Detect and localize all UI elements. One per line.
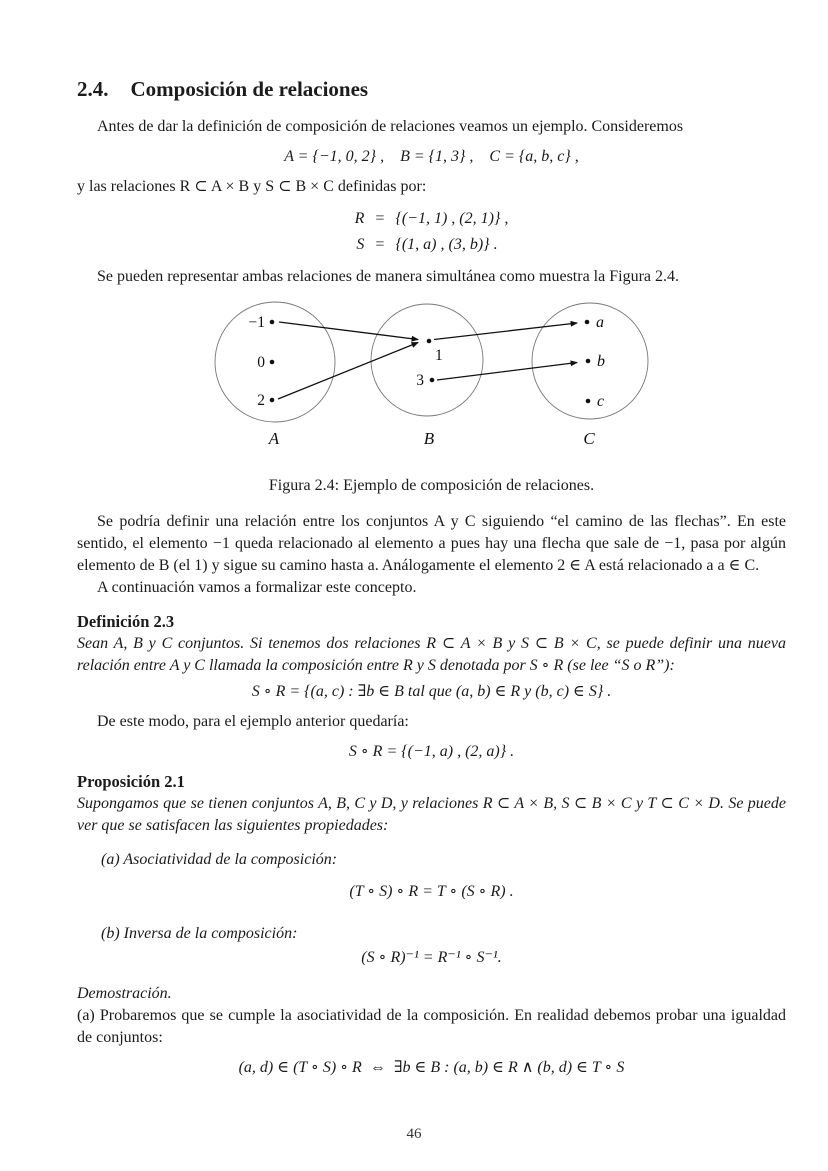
relation-diagram xyxy=(77,294,786,454)
equation-composition-def: S ∘ R = {(a, c) : ∃b ∈ B tal que (a, b) ∈ R y (b, c) ∈ S} . xyxy=(251,683,612,700)
dot-minus1 xyxy=(270,320,275,325)
paragraph-relations-def: y las relaciones R ⊂ A × B y S ⊂ B × C definidas por: xyxy=(77,178,427,195)
element-label-b: b xyxy=(597,353,605,370)
arrow-1-to-a xyxy=(434,323,577,340)
proof-body: (a) Probaremos que se cumple la asociatividad de la composición. En realidad debemos probar una igualdad de conjuntos: xyxy=(77,1007,786,1046)
equation-rhs: {(−1, 1) , (2, 1)} , xyxy=(395,210,509,227)
set-a-circle xyxy=(215,302,335,422)
equation-associativity: (T ∘ S) ∘ R = T ∘ (S ∘ R) . xyxy=(349,883,514,900)
equation-rel: = xyxy=(375,236,385,253)
proposition-body: Supongamos que se tienen conjuntos A, B, C y D, y relaciones R ⊂ A × B, S ⊂ B × C y T ⊂ C × D. Se puede ver que se satisfacen las siguientes propiedades: xyxy=(77,795,786,834)
element-label-c: c xyxy=(597,393,605,410)
proposition-item-a: (a) Asociatividad de la composición: xyxy=(101,851,338,868)
equation-inverse: (S ∘ R)⁻¹ = R⁻¹ ∘ S⁻¹. xyxy=(361,949,502,966)
element-label-3: 3 xyxy=(416,372,424,389)
equation-lhs: R xyxy=(354,210,365,227)
equation-array-relations xyxy=(355,206,509,258)
proof-heading: Demostración. xyxy=(77,985,172,1002)
set-c-label: C xyxy=(583,429,595,448)
figure-caption: Figura 2.4: Ejemplo de composición de relaciones. xyxy=(268,477,595,494)
paragraph-intro: Antes de dar la definición de composición de relaciones veamos un ejemplo. Consideremos xyxy=(97,118,684,135)
paragraph-figure-intro: Se pueden representar ambas relaciones de manera simultánea como muestra la Figura 2.4. xyxy=(97,268,679,285)
arrow-3-to-b xyxy=(437,363,577,381)
equation-rel: = xyxy=(375,210,385,227)
element-label-0: 0 xyxy=(257,354,265,371)
element-label-a: a xyxy=(596,314,604,331)
equation-proof-equivalence: (a, d) ∈ (T ∘ S) ∘ R ⇔ ∃b ∈ B : (a, b) ∈ R ∧ (b, d) ∈ T ∘ S xyxy=(238,1059,625,1076)
dot-1 xyxy=(427,339,432,344)
equation-lhs: S xyxy=(356,236,365,253)
arrow-minus1-to-1 xyxy=(279,322,418,340)
set-b-label: B xyxy=(423,429,435,448)
page-number: 46 xyxy=(406,1126,422,1142)
paragraph-example-result: De este modo, para el ejemplo anterior quedaría: xyxy=(97,713,409,730)
dot-c xyxy=(586,399,591,404)
proposition-heading: Proposición 2.1 xyxy=(77,772,185,791)
dot-2 xyxy=(270,398,275,403)
equation-sets: A = {−1, 0, 2} , B = {1, 3} , C = {a, b, c} , xyxy=(284,148,579,165)
dot-b xyxy=(586,359,591,364)
paragraph-path-explanation: Se podría definir una relación entre los conjuntos A y C siguiendo “el camino de las flechas”. En este sentido, el elemento −1 queda relacionado al elemento a pues hay una flecha que sale de −1, pasa por algún elemento de B (el 1) y sigue su camino hasta a. Análogamente el elemento 2 ∈ A está relacionado a a ∈ C. xyxy=(77,513,786,574)
element-label-1: 1 xyxy=(435,347,443,364)
equation-row-S xyxy=(355,232,509,258)
arrow-2-to-1 xyxy=(278,343,418,400)
equation-rhs: {(1, a) , (3, b)} . xyxy=(395,236,498,253)
element-label-minus1: −1 xyxy=(248,314,265,331)
element-label-2: 2 xyxy=(257,392,265,409)
section-title: Composición de relaciones xyxy=(130,77,369,101)
dot-3 xyxy=(430,378,435,383)
section-heading xyxy=(77,76,786,102)
paragraph-formalize: A continuación vamos a formalizar este concepto. xyxy=(97,579,417,596)
equation-composition-example: S ∘ R = {(−1, a) , (2, a)} . xyxy=(348,743,515,760)
definition-body: Sean A, B y C conjuntos. Si tenemos dos relaciones R ⊂ A × B y S ⊂ B × C, se puede definir una nueva relación entre A y C llamada la composición entre R y S denotada por S ∘ R (se lee “S o R”): xyxy=(77,635,786,674)
dot-a xyxy=(585,320,590,325)
equation-row-R xyxy=(355,206,509,232)
definition-heading: Definición 2.3 xyxy=(77,612,175,631)
proposition-item-b: (b) Inversa de la composición: xyxy=(101,925,298,942)
dot-0 xyxy=(270,360,275,365)
set-b-circle xyxy=(371,304,483,416)
section-number: 2.4. xyxy=(77,77,109,101)
figure-2-4 xyxy=(77,294,786,497)
set-a-label: A xyxy=(268,429,280,448)
